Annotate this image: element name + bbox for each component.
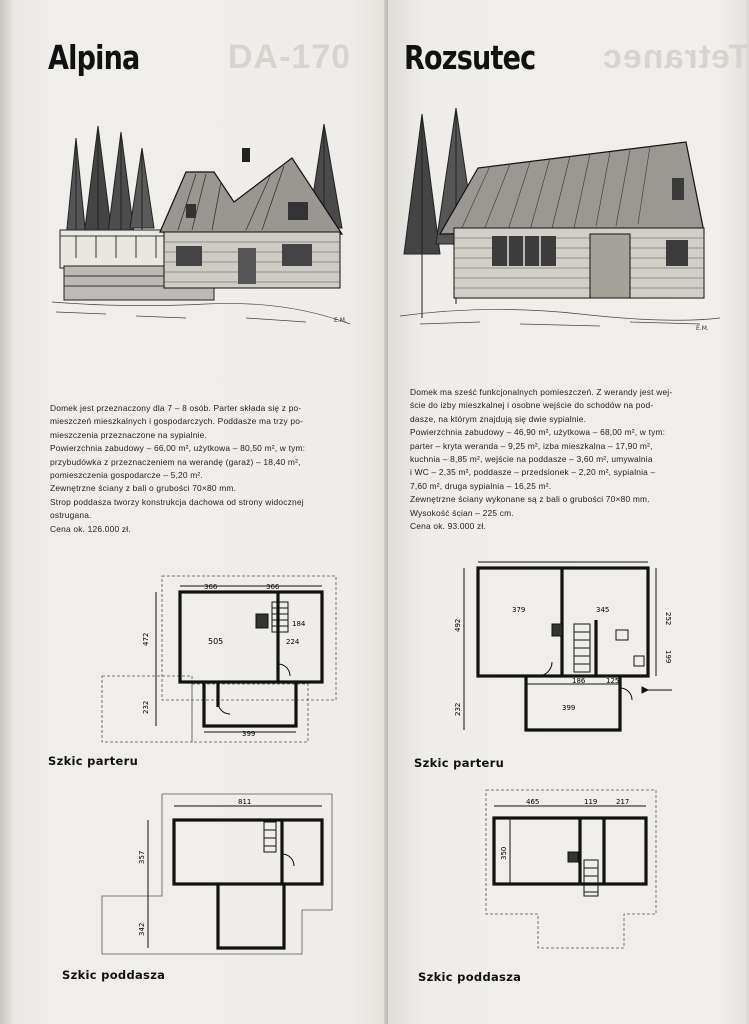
- page-edge-shadow: [0, 0, 12, 1024]
- dimension-label: 505: [208, 637, 224, 646]
- description-rozsutec: [410, 386, 732, 533]
- dimension-label: 119: [584, 798, 598, 806]
- description-line: Wysokość ścian – 225 cm.: [410, 507, 514, 518]
- dimension-label: 366: [204, 583, 218, 591]
- dimension-label: 379: [512, 606, 526, 614]
- description-line: Domek ma sześć funkcjonalnych pomieszczeń. Z werandy jest wej-: [410, 387, 673, 397]
- bleed-through-text: DA-170: [228, 38, 352, 76]
- description-line: Domek jest przeznaczony dla 7 – 8 osób. Parter składa się z po-: [50, 403, 302, 413]
- dimension-label: 217: [616, 798, 630, 806]
- ground-plan-caption: Szkic parteru: [48, 754, 139, 768]
- description-line: przybudówka z przeznaczeniem na werandę (garaż) – 18,40 m²,: [50, 456, 301, 467]
- rozsutec-attic-plan: [484, 788, 660, 952]
- description-line: mieszczeń mieszkalnych i gospodarczych. Poddasze ma trzy po-: [50, 416, 304, 427]
- dimension-label: 357: [138, 850, 146, 864]
- description-line: Powierzchnia zabudowy – 46,90 m², użytkowa – 68,00 m², w tym:: [410, 427, 666, 438]
- alpina-house-illustration: [46, 118, 356, 330]
- illustration-signature: E.M.: [334, 317, 347, 324]
- rozsutec-ground-floor-plan: [454, 560, 708, 740]
- description-line: Zewnętrzne ściany z bali o grubości 70×80 mm.: [50, 483, 237, 494]
- dimension-label: 465: [526, 798, 540, 806]
- bleed-through-text: Tetranec: [602, 38, 749, 76]
- dimension-label: 342: [138, 922, 146, 936]
- house-title-alpina: Alpina: [48, 38, 140, 77]
- description-line: Zewnętrzne ściany wykonane są z bali o grubości 70×80 mm.: [410, 494, 650, 505]
- dimension-label: 366: [266, 583, 280, 591]
- dimension-label: 184: [292, 620, 306, 628]
- description-line: Cena ok. 93.000 zł.: [410, 521, 486, 532]
- dimension-label: 472: [142, 632, 150, 646]
- alpina-ground-floor-plan: [96, 572, 342, 746]
- dimension-label: 199: [664, 650, 672, 664]
- dimension-label: 399: [242, 730, 256, 738]
- dimension-label: 811: [238, 798, 252, 806]
- dimension-label: 399: [562, 704, 576, 712]
- description-line: Cena ok. 126.000 zł.: [50, 523, 131, 534]
- illustration-signature: E.M.: [696, 325, 709, 332]
- description-line: 7,60 m², druga sypialnia – 16,25 m².: [410, 480, 552, 491]
- dimension-label: 252: [664, 612, 672, 626]
- dimension-label: 224: [286, 638, 300, 646]
- dimension-label: 492: [454, 618, 462, 632]
- description-line: i WC – 2,35 m², poddasze – przedsionek – 2,20 m², sypialnia –: [410, 467, 656, 478]
- dimension-label: 232: [142, 700, 150, 714]
- attic-plan-caption: Szkic poddasza: [62, 968, 166, 982]
- attic-plan-caption: Szkic poddasza: [418, 970, 522, 984]
- description-line: ostrugana.: [50, 510, 92, 521]
- description-line: mieszczenia przeznaczone na sypialnie.: [50, 429, 208, 440]
- dimension-label: 186: [572, 677, 586, 685]
- description-line: ście do izby mieszkalnej i osobne wejście do schodów na pod-: [410, 400, 654, 411]
- description-line: kuchnia – 8,85 m², wejście na poddasze – 3,60 m², umywalnia: [410, 454, 653, 465]
- ground-plan-caption: Szkic parteru: [414, 756, 505, 770]
- right-page-rozsutec: [388, 0, 749, 1024]
- alpina-attic-plan: [96, 792, 366, 958]
- rozsutec-house-illustration: [400, 104, 720, 334]
- description-line: pomieszczenia gospodarcze – 5,20 m².: [50, 470, 203, 481]
- house-title-rozsutec: Rozsutec: [404, 38, 536, 77]
- description-line: Powierzchnia zabudowy – 66,00 m², użytkowa – 80,50 m², w tym:: [50, 443, 306, 454]
- dimension-label: 350: [500, 846, 508, 860]
- description-line: dasze, na którym znajdują się dwie sypialnie.: [410, 413, 587, 424]
- description-line: Strop poddasza tworzy konstrukcja dachowa od strony widocznej: [50, 496, 304, 507]
- dimension-label: 345: [596, 606, 610, 614]
- description-alpina: [50, 402, 366, 536]
- dimension-label: 232: [454, 702, 462, 716]
- dimension-label: 125: [606, 677, 620, 685]
- description-line: parter – kryta weranda – 9,25 m², izba mieszkalna – 17,90 m²,: [410, 440, 653, 451]
